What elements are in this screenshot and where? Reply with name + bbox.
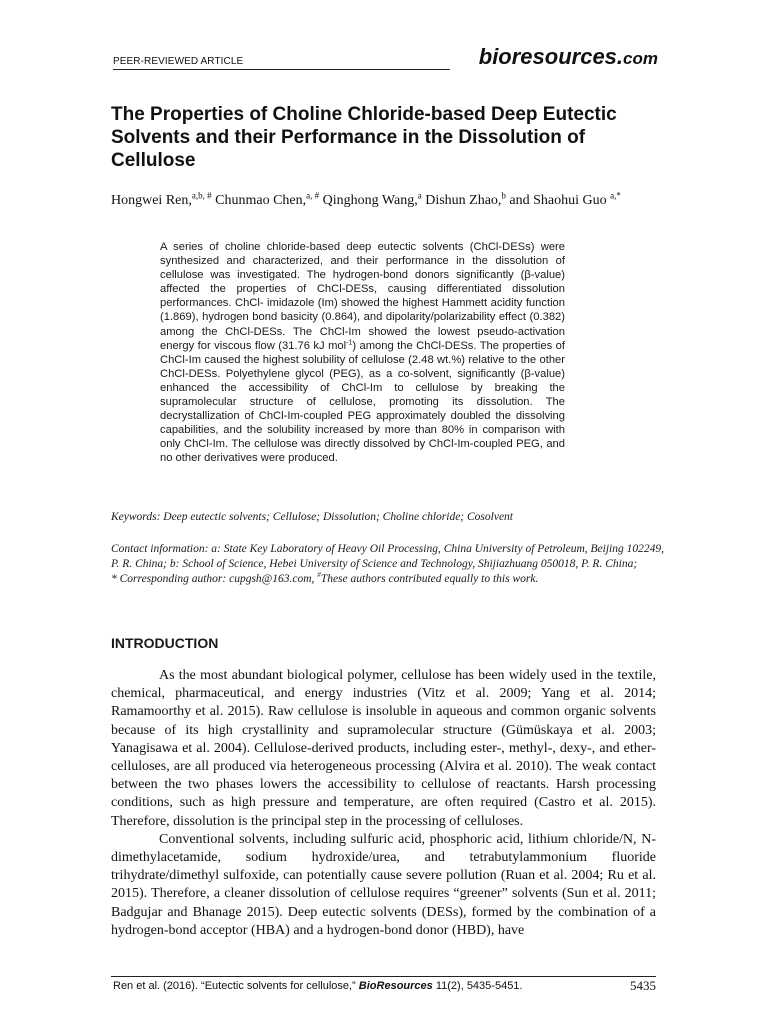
journal-logo xyxy=(479,44,658,70)
author-name: and Shaohui Guo xyxy=(509,193,607,208)
author-affiliation: a,b, # xyxy=(191,190,212,201)
journal-logo-main: bioresources. xyxy=(478,44,624,69)
footer-citation-volume: 11(2), 5435-5451. xyxy=(435,980,523,992)
author-name: Chunmao Chen, xyxy=(215,193,307,208)
author-name: Dishun Zhao, xyxy=(425,193,502,208)
corresponding-author xyxy=(111,572,671,587)
author-name: Hongwei Ren, xyxy=(111,193,192,208)
author-name: Qinghong Wang, xyxy=(322,193,418,208)
page-header xyxy=(113,44,658,72)
abstract-superscript: -1 xyxy=(346,338,353,346)
keywords: Keywords: Deep eutectic solvents; Cellulose; Dissolution; Choline chloride; Cosolvent xyxy=(111,511,513,523)
equal-contribution-mark: # xyxy=(317,571,321,580)
page-number: 5435 xyxy=(630,978,656,993)
contact-affiliations: Contact information: a: State Key Laboratory of Heavy Oil Processing, China University of Petroleum, Beijing 102249, P. R. China; b: School of Science, Hebei University of Science and Technology, Shijiazhuang 050018, P. R. China; xyxy=(111,543,664,570)
abstract-text: ) among the ChCl-DESs. The properties of ChCl-Im caused the highest solubility of cellulose (2.48 wt.%) relative to the other ChCl-DESs. Polyethylene glycol (PEG), as a co-solvent, significantly (β-value) enhanced the accessibility of ChCl-Im to cellulose by breaking the supramolecular structure of cellulose, promoting its dissolution. The decrystallization of ChCl-Im-coupled PEG approximately doubled the dissolving capabilities, and the solubility increased by more than 80% in comparison with only ChCl-Im. The cellulose was directly dissolved by ChCl-Im-coupled PEG, and no other derivatives were produced. xyxy=(160,339,565,465)
author-affiliation: a xyxy=(417,190,422,201)
body-paragraph: Conventional solvents, including sulfuric acid, phosphoric acid, lithium chloride/N, N-dimethylacetamide, sodium hydroxide/urea, and tetrabutylammonium fluoride trihydrate/dimethyl sulfoxide, can potentially cause severe pollution (Ruan et al. 2004; Ru et al. 2015). Therefore, a cleaner dissolution of cellulose requires “greener” solvents (Sun et al. 2011; Badgujar and Bhanage 2015). Deep eutectic solvents (DESs), formed by the combination of a hydrogen-bond acceptor (HBA) and a hydrogen-bond donor (HBD), have xyxy=(111,831,656,938)
peer-reviewed-label: PEER-REVIEWED ARTICLE xyxy=(113,56,244,67)
body-paragraph: As the most abundant biological polymer, cellulose has been widely used in the textile, chemical, pharmaceutical, and energy industries (Vitz et al. 2009; Yang et al. 2014; Ramamoorthy et al. 2015). Raw cellulose is insoluble in aqueous and common organic solvents because of its high crystallinity and supramolecular structure (Gümüskaya et al. 2003; Yanagisawa et al. 2004). Cellulose-derived products, including ester-, methyl-, dexy-, and ether-celluloses, are all produced via heterogeneous processing (Alvira et al. 2010). The weak contact between the two phases lowers the accessibility to cellulose of reactants. Harsh processing conditions, such as high pressure and temperature, are often required (Castro et al. 2015). Therefore, dissolution is the principal step in the processing of celluloses. xyxy=(111,668,656,829)
footer-citation-text: Ren et al. (2016). “Eutectic solvents for cellulose,” xyxy=(113,980,356,992)
equal-contribution-text: These authors contributed equally to this work. xyxy=(320,573,539,585)
article-title: The Properties of Choline Chloride-based Deep Eutectic Solvents and their Performance in the Dissolution of Cellulose xyxy=(111,104,617,171)
footer-journal-logo: BioResources xyxy=(358,980,433,992)
author-list xyxy=(111,190,651,212)
corresponding-author-text: * Corresponding author: cupgsh@163.com, xyxy=(111,573,315,585)
journal-logo-suffix: com xyxy=(623,49,658,68)
abstract-text: A series of choline chloride-based deep eutectic solvents (ChCl-DESs) were synthesized and characterized, and their performance in the dissolution of cellulose was investigated. The hydrogen-bond donors significantly (β-value) affected the properties of ChCl-DESs, causing differentiated dissolution performances. ChCl- imidazole (Im) showed the highest Hammett acidity function (1.869), hydrogen bond basicity (0.864), and dipolarity/polarizability effect (0.382) among the ChCl-DESs. The ChCl-Im showed the lowest pseudo-activation energy for viscous flow (31.76 kJ mol xyxy=(160,241,565,352)
author-affiliation: b xyxy=(501,190,506,201)
author-affiliation: a,* xyxy=(610,190,621,201)
contact-information xyxy=(111,542,671,587)
introduction-body xyxy=(111,667,656,940)
section-heading-introduction: INTRODUCTION xyxy=(111,635,219,651)
footer-citation xyxy=(113,980,522,992)
abstract xyxy=(160,240,565,466)
author-affiliation: a, # xyxy=(306,190,320,201)
header-rule xyxy=(113,69,450,70)
footer-rule xyxy=(111,976,656,977)
